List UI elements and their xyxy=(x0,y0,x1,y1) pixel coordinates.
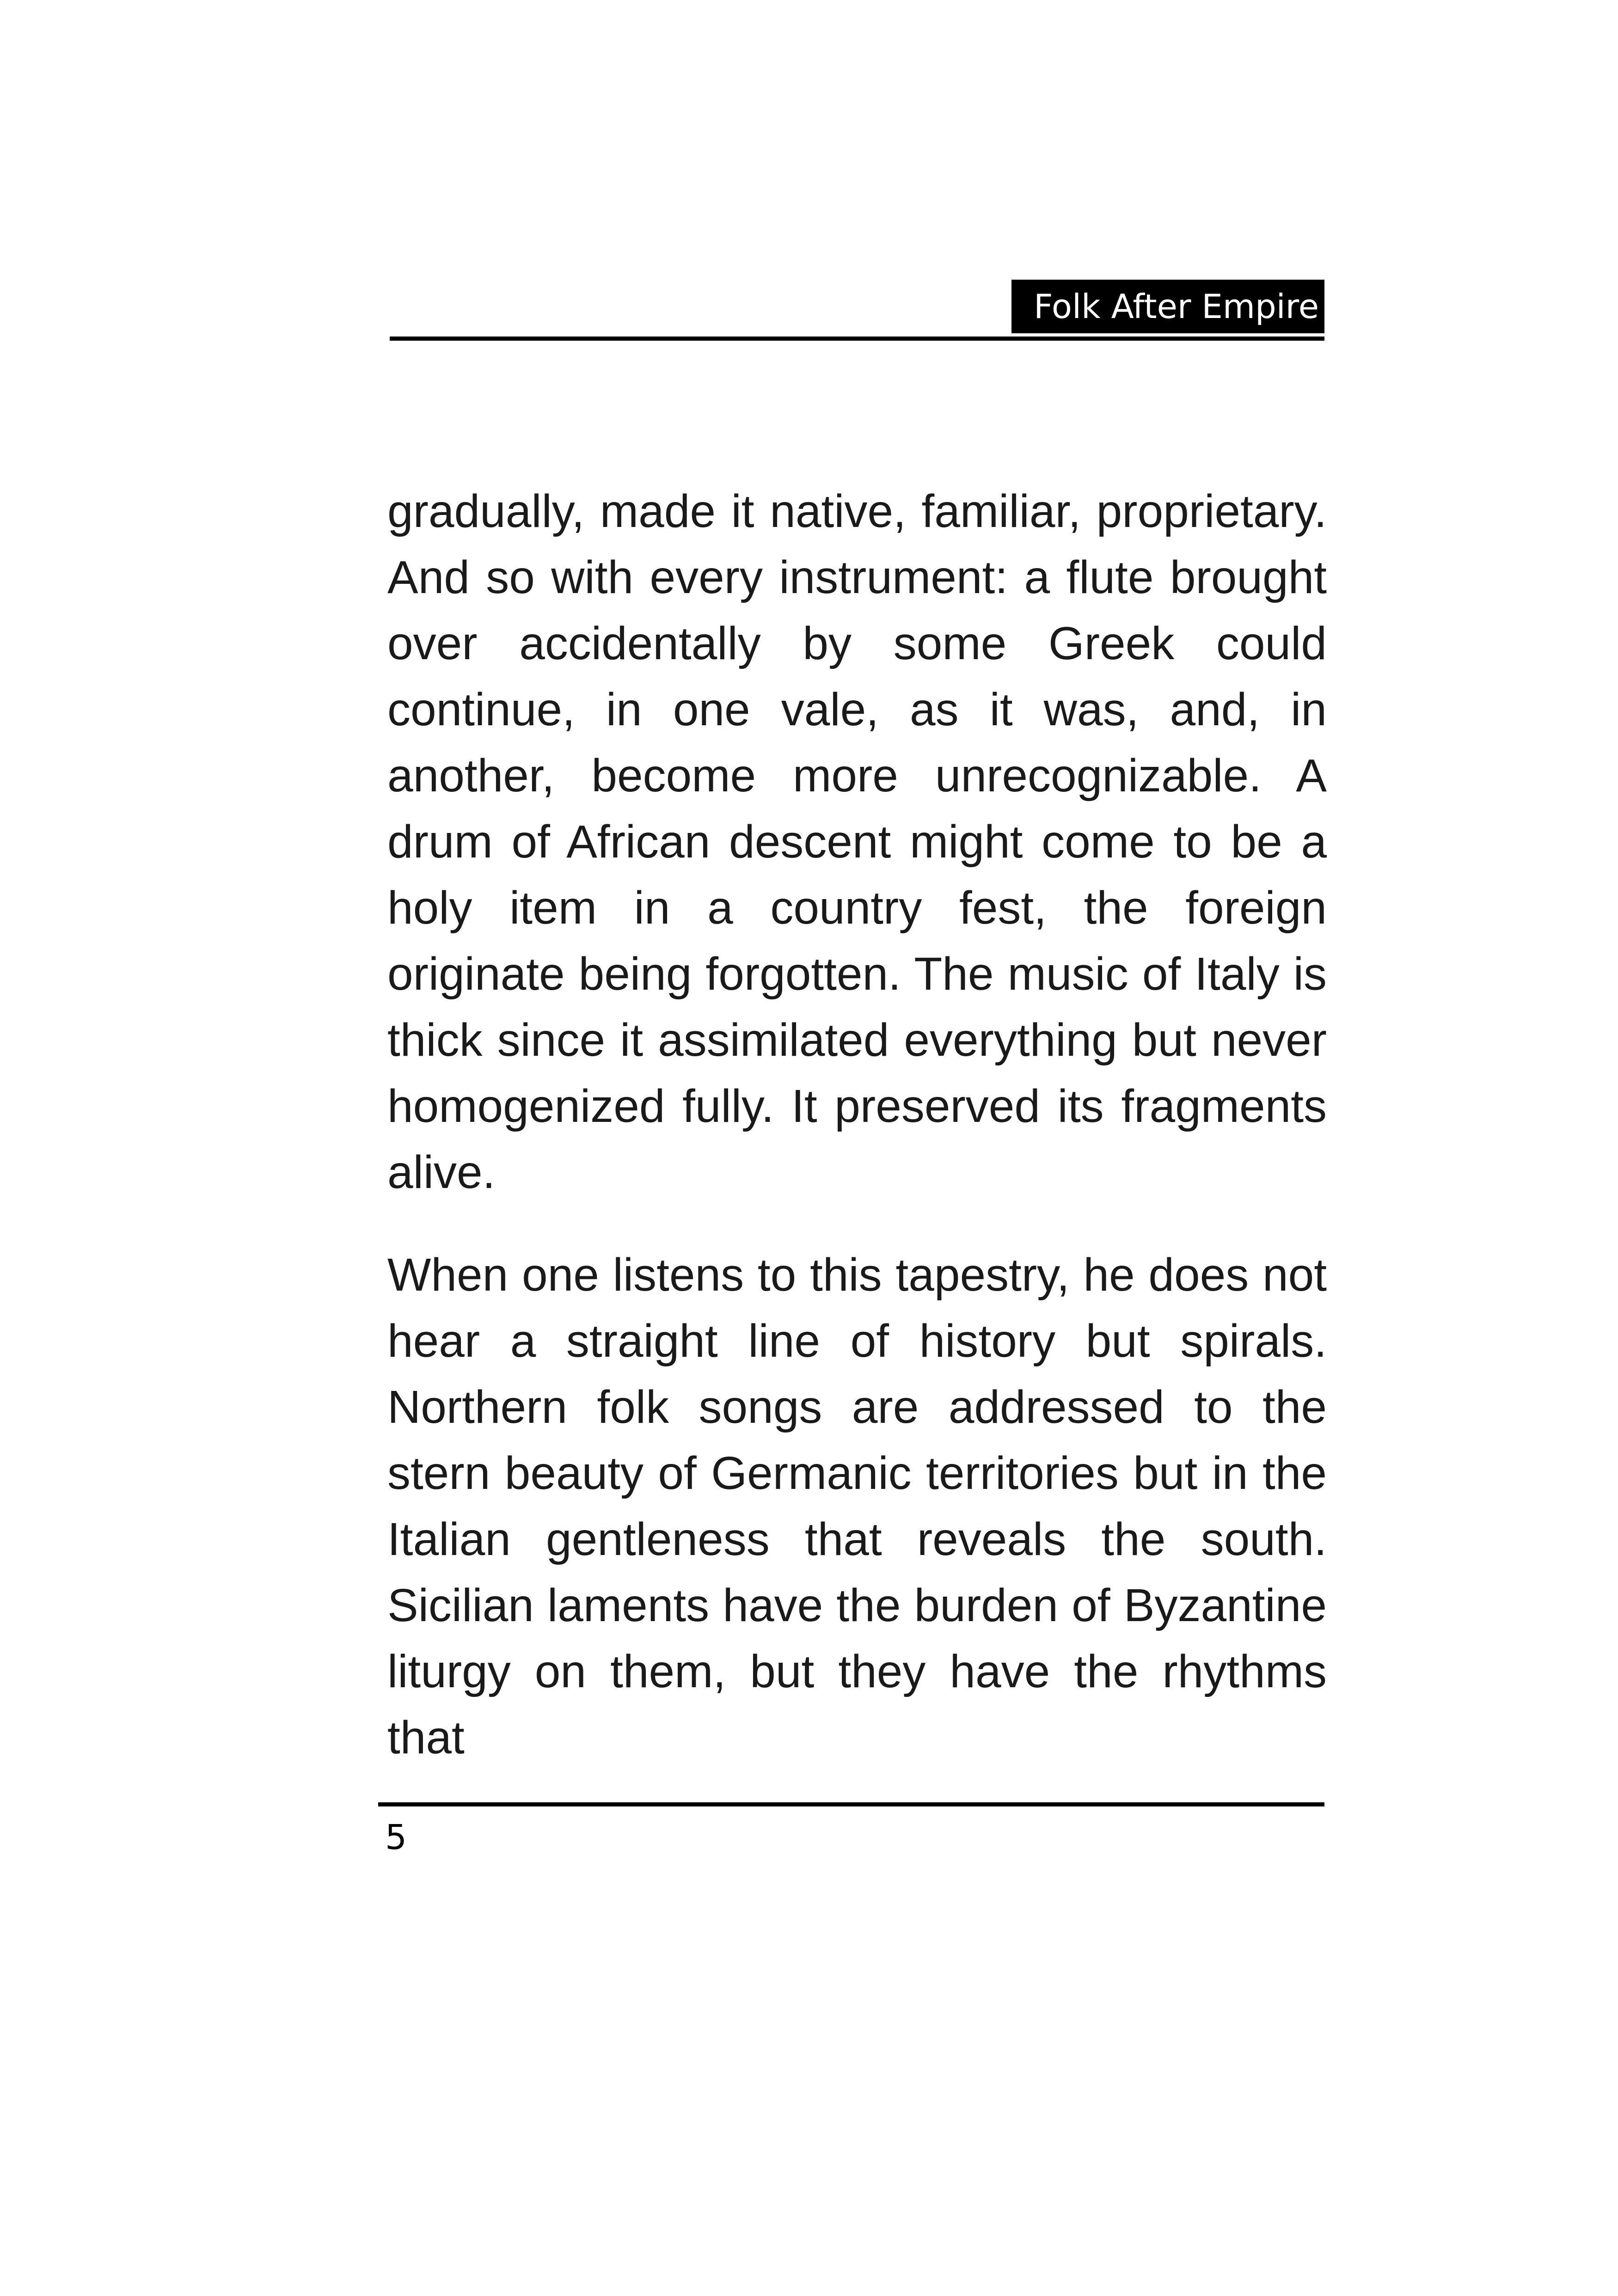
paragraph-1: gradually, made it native, familiar, proprietary. And so with every instrument: a flute brought over accidentally by some Greek could continue, in one vale, as it was, and, in another, become more unrecognizable. A drum of African descent might come to be a holy item in a country fest, the foreign originate being forgotten. The music of Italy is thick since it assimilated everything but never homogenized fully. It preserved its fragments alive. xyxy=(387,485,1327,1198)
footer-divider xyxy=(378,1802,1324,1806)
running-header-title: Folk After Empire xyxy=(1011,280,1324,333)
header-divider xyxy=(390,337,1324,341)
paragraph-2: When one listens to this tapestry, he does not hear a straight line of history but spirals. Northern folk songs are addressed to the stern beauty of Germanic territories but in the Italian gentleness that reveals the south. Sicilian laments have the burden of Byzantine liturgy on them, but they have the rhythms that xyxy=(387,1249,1327,1763)
page-number: 5 xyxy=(385,1818,407,1857)
body-text xyxy=(387,478,1327,1771)
